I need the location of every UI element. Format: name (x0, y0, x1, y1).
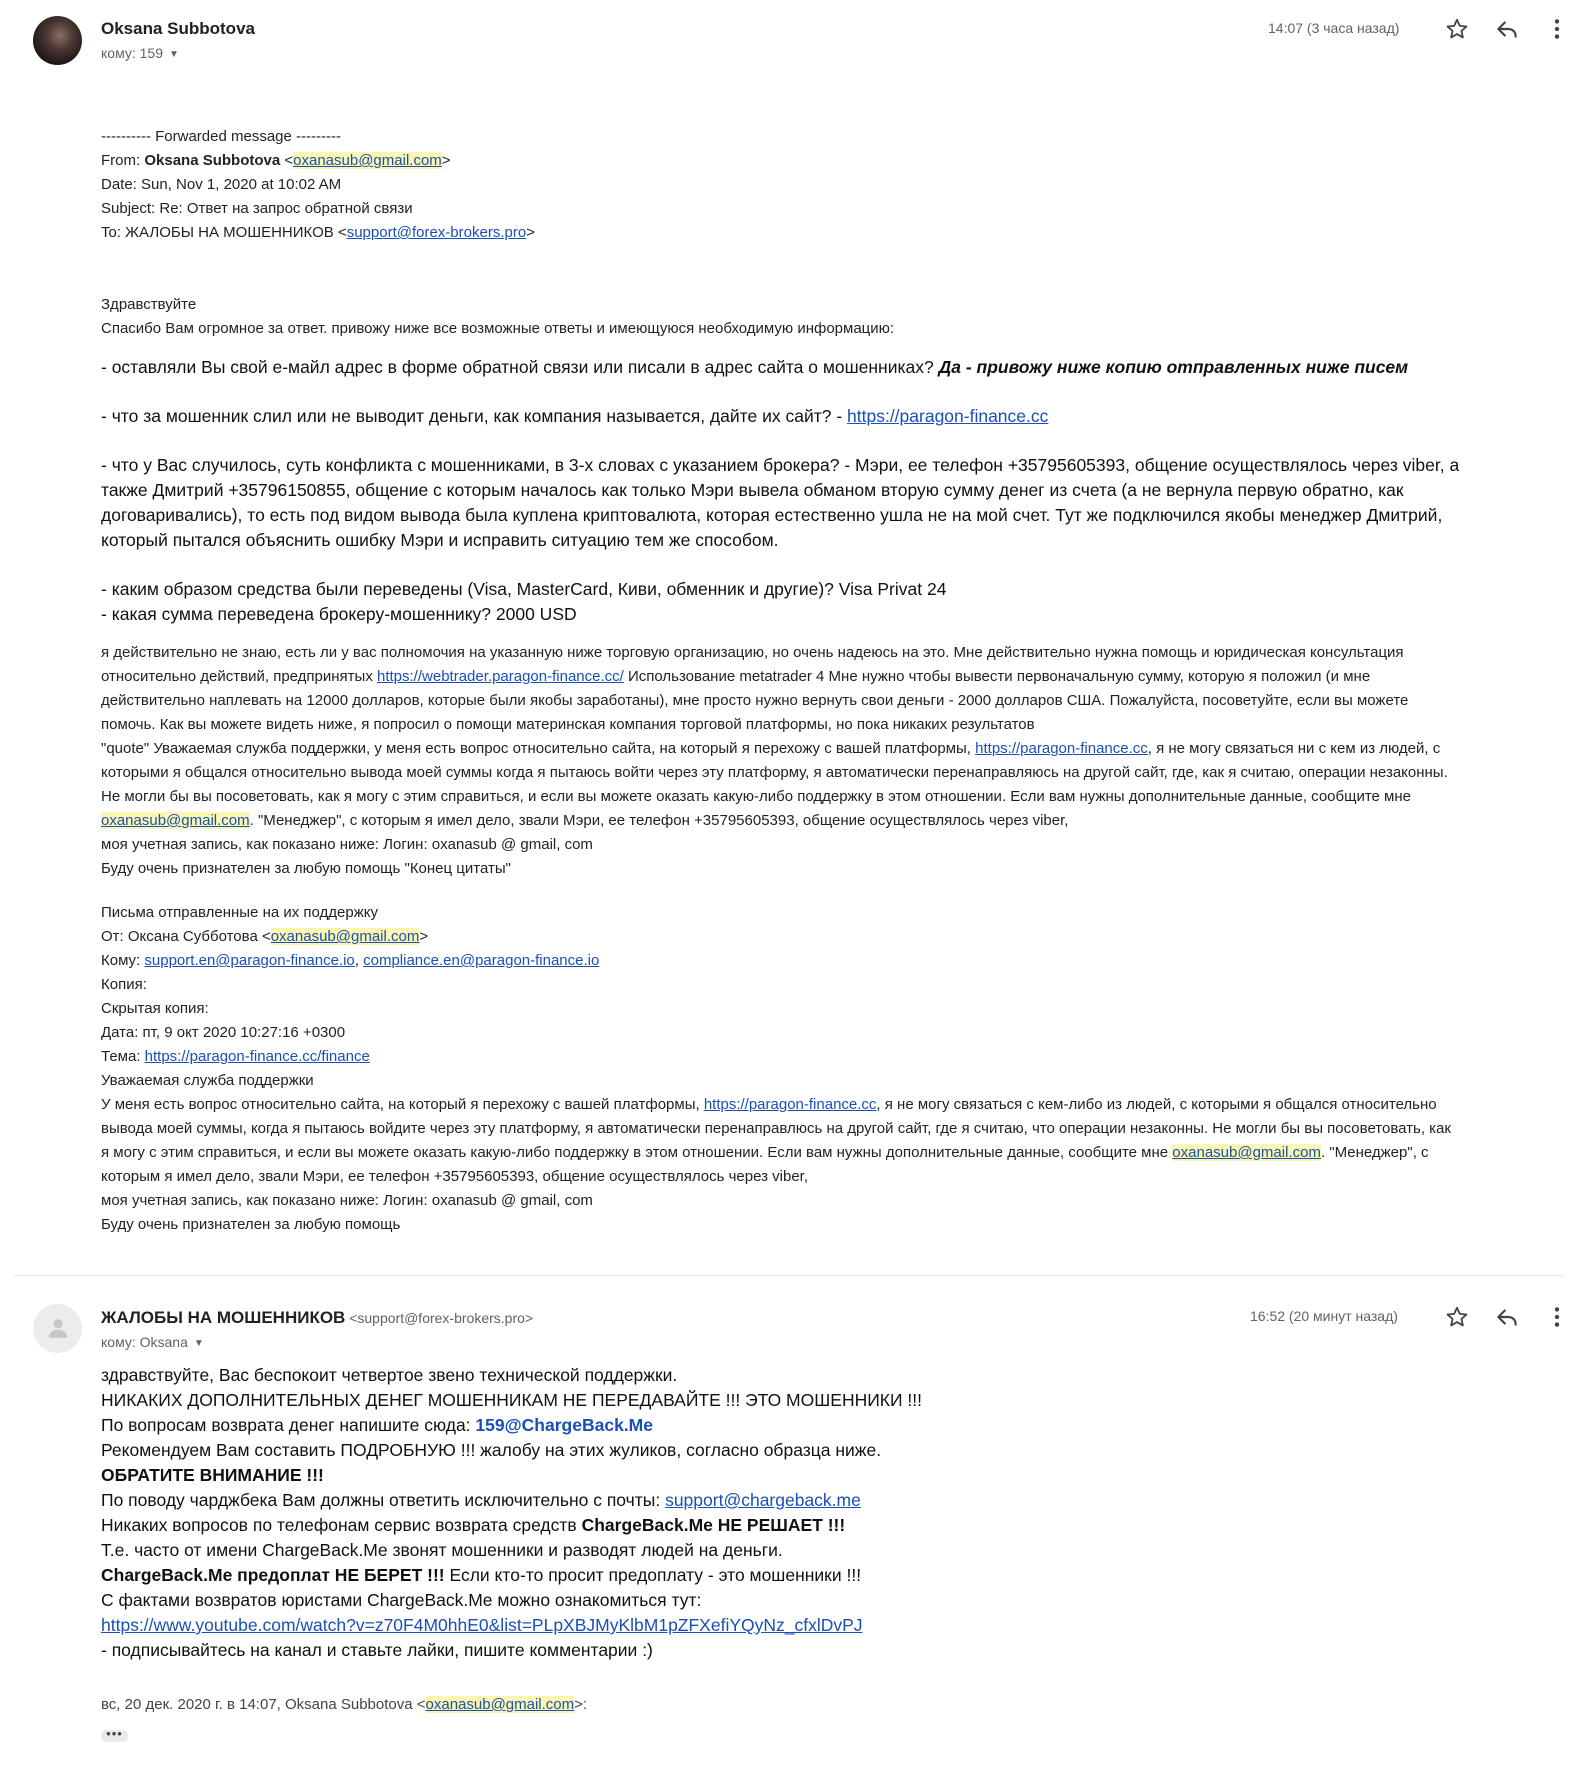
to-line: To: ЖАЛОБЫ НА МОШЕННИКОВ <support@forex-brokers.pro> (101, 224, 535, 241)
reply-icon[interactable] (1494, 1304, 1520, 1330)
email-link[interactable]: support.en@paragon-finance.io (144, 952, 355, 969)
forward-header (101, 125, 1561, 245)
email-link[interactable]: oxanasub@gmail.com (270, 928, 420, 945)
paragraph-quote: я действительно не знаю, есть ли у вас полномочия на указанную ниже торговую организацию, но очень надеюсь на это. Мне действительно нужна помощь и юридическая консультация относительно действий, предпринятых https://webtrader.paragon-finance.cc/ Использование metatrader 4 Мне нужно чтобы вывести первоначальную сумму, которую я положил (и мне действительно наплевать на 12000 долларов, которые были якобы заработаны), мне просто нужно вернуть свои деньги - 2000 долларов США. Пожалуйста, посоветуйте, если вы можете помочь. Как вы можете видеть ниже, я попросил о помощи материнская компания торговой платформы, но пока никаких результатов "quote" Уважаемая служба поддержки, у меня есть вопрос относительно сайта, на который я перехожу с вашей платформы, https://paragon-finance.cc, я не могу связаться ни с кем из людей, с которыми я общался относительно вывода моей суммы когда я пытаюсь войти через эту платформу, я автоматически перенаправляюсь на другой сайт, где, как я считаю, операции незаконны. Не могли бы вы посоветовать, как я могу с этим справиться, и если вы можете оказать какую-либо поддержку в этом отношении. Если вам нужны дополнительные данные, сообщите мне oxanasub@gmail.com. "Менеджер", с которым я имел дело, звали Мэри, ее телефон +35795605393, общение осуществлялось через viber, моя учетная запись, как показано ниже: Логин: oxanasub @ gmail, com Буду очень признателен за любую помощь "Конец цитаты" (101, 644, 1448, 877)
timestamp: 16:52 (20 минут назад) (1250, 1308, 1398, 1324)
email-link[interactable]: support@forex-brokers.pro (346, 224, 527, 241)
question-2: - что за мошенник слил или не выводит деньги, как компания называется, дайте их сайт? - https://paragon-finance.cc (101, 406, 1049, 426)
date-line: Date: Sun, Nov 1, 2020 at 10:02 AM (101, 176, 342, 193)
recipients[interactable]: кому: Oksana ▼ (101, 1334, 204, 1350)
quoted-attribution: вс, 20 дек. 2020 г. в 14:07, Oksana Subbotova <oxanasub@gmail.com>: (101, 1696, 588, 1713)
question-3-line-4: который пытался объяснить ошибку Мэри и исправить ситуацию тем же способом. (101, 530, 779, 550)
reply-body: здравствуйте, Вас беспокоит четвертое звено технической поддержки. НИКАКИХ ДОПОЛНИТЕЛЬНЫХ ДЕНЕГ МОШЕННИКАМ НЕ ПЕРЕДАВАЙТЕ !!! ЭТО МОШЕННИКИ !!! По вопросам возврата денег напишите сюда: 159@ChargeBack.Me Рекомендуем Вам составить ПОДРОБНУЮ !!! жалобу на этих жуликов, согласно образца ниже. ОБРАТИТЕ ВНИМАНИЕ !!! По поводу чарджбека Вам должны ответить исключительно с почты: support@chargeback.me Никаких вопросов по телефонам сервис возврата средств ChargeBack.Me НЕ РЕШАЕТ !!! Т.е. часто от имени ChargeBack.Me звонят мошенники и разводят людей на деньги. ChargeBack.Me предоплат НЕ БЕРЕТ !!! Если кто-то просит предоплату - это мошенники !!! С фактами возвратов юристами ChargeBack.Me можно ознакомиться тут: https://www.youtube.com/watch?v=z70F4M0hhE0&list=PLpXBJMyKlbM1pZFXefiYQyNz_cfxlDvPJ - подписывайтесь на канал и ставьте лайки, пишите комментарии :) вс, 20 дек. 2020 г. в 14:07, Oksana Subbotova <oxanasub@gmail.com>: (101, 1363, 1561, 1717)
paragon-link[interactable]: https://paragon-finance.cc (703, 1096, 877, 1113)
chevron-down-icon[interactable]: ▼ (193, 1337, 204, 1349)
support-email-link[interactable]: support@chargeback.me (665, 1490, 861, 1510)
email-link[interactable]: oxanasub@gmail.com (101, 812, 250, 829)
chevron-down-icon[interactable]: ▼ (169, 48, 179, 60)
youtube-link[interactable]: https://www.youtube.com/watch?v=z70F4M0hhE0&list=PLpXBJMyKlbM1pZFXefiYQyNz_cfxlDvPJ (101, 1615, 863, 1635)
avatar[interactable] (33, 1304, 82, 1353)
question-3-line-2: также Дмитрий +35796150855, общение с которым началось как только Мэри вывела обманом вторую сумму денег из счета (а не вернула первую обратно, как (101, 480, 1404, 500)
question-5: - какая сумма переведена брокеру-мошеннику? 2000 USD (101, 604, 577, 624)
email-link[interactable]: oxanasub@gmail.com (293, 152, 442, 169)
sender-name[interactable]: ЖАЛОБЫ НА МОШЕННИКОВ <support@forex-brokers.pro> (101, 1308, 534, 1327)
show-trimmed-content-button[interactable]: ••• (101, 1730, 128, 1742)
finance-link[interactable]: https://paragon-finance.cc/finance (144, 1048, 370, 1065)
star-icon[interactable] (1444, 16, 1470, 42)
person-icon (45, 1315, 71, 1341)
question-4: - каким образом средства были переведены (Visa, MasterCard, Киви, обменник и другие)? Visa Privat 24 (101, 579, 947, 599)
paragon-link[interactable]: https://paragon-finance.cc (847, 406, 1049, 426)
recipients[interactable]: кому: 159 ▼ (101, 45, 179, 61)
attention-heading: ОБРАТИТЕ ВНИМАНИЕ !!! (101, 1465, 324, 1485)
subject-line: Subject: Re: Ответ на запрос обратной связи (101, 200, 413, 217)
question-3-line-1: - что у Вас случилось, суть конфликта с мошенниками, в 3-х словах с указанием брокера? - Мэри, ее телефон +35795605393, общение осуществлялось через viber, а (101, 455, 1460, 475)
reply-icon[interactable] (1494, 16, 1520, 42)
email-link[interactable]: compliance.en@paragon-finance.io (363, 952, 600, 969)
questionnaire (101, 355, 1561, 627)
forwarded-support-letter: Письма отправленные на их поддержку От: Оксана Субботова <oxanasub@gmail.com> Кому: support.en@paragon-finance.io, compliance.en@paragon-finance.io Копия: Скрытая копия: Дата: пт, 9 окт 2020 10:27:16 +0300 Тема: https://paragon-finance.cc/finance Уважаемая служба поддержки У меня есть вопрос относительно сайта, на который я перехожу с вашей платформы, https://paragon-finance.cc, я не могу связаться с кем-либо из людей, с которыми я общался относительно вывода моей суммы, когда я пытаюсь войдите через эту платформу, я автоматически перенаправлюсь на другой сайт, где я считаю, что операции незаконны. Не могли бы вы посоветовать, как я могу с этим справиться, и если вы можете оказать какую-либо поддержку в этом отношении. Если вам нужны дополнительные данные, сообщите мне oxanasub@gmail.com. "Менеджер", с которым я имел дело, звали Мэри, ее телефон +35795605393, общение осуществлялось через viber, моя учетная запись, как показано ниже: Логин: oxanasub @ gmail, com Буду очень признателен за любую помощь (101, 904, 1451, 1233)
chargeback-email[interactable]: 159@ChargeBack.Me (475, 1415, 653, 1435)
message-body (101, 125, 1561, 1237)
more-vertical-icon[interactable] (1544, 16, 1570, 42)
thanks-line: Спасибо Вам огромное за ответ. привожу ниже все возможные ответы и имеющуюся необходимую информацию: (101, 320, 895, 337)
sender-name[interactable]: Oksana Subbotova (101, 19, 255, 38)
avatar[interactable] (33, 16, 82, 65)
email-link[interactable]: oxanasub@gmail.com (1172, 1144, 1321, 1161)
forward-marker: ---------- Forwarded message --------- (101, 128, 341, 145)
question-1: - оставляли Вы свой е-майл адрес в форме обратной связи или писали в адрес сайта о мошенниках? Да - привожу ниже копию отправленных ниже писем (101, 357, 1409, 377)
from-line: From: Oksana Subbotova <oxanasub@gmail.com> (101, 152, 451, 169)
paragon-link[interactable]: https://paragon-finance.cc (975, 740, 1148, 757)
question-3-line-3: договаривались), то есть под видом вывода была куплена криптовалюта, которая естественно ушла не на мой счет. Тут же подключился якобы менеджер Дмитрий, (101, 505, 1443, 525)
more-vertical-icon[interactable] (1544, 1304, 1570, 1330)
timestamp: 14:07 (3 часа назад) (1268, 20, 1400, 36)
message-divider (14, 1275, 1564, 1276)
star-icon[interactable] (1444, 1304, 1470, 1330)
greeting: Здравствуйте (101, 296, 197, 313)
webtrader-link[interactable]: https://webtrader.paragon-finance.cc/ (377, 668, 624, 685)
email-link[interactable]: oxanasub@gmail.com (425, 1696, 575, 1713)
